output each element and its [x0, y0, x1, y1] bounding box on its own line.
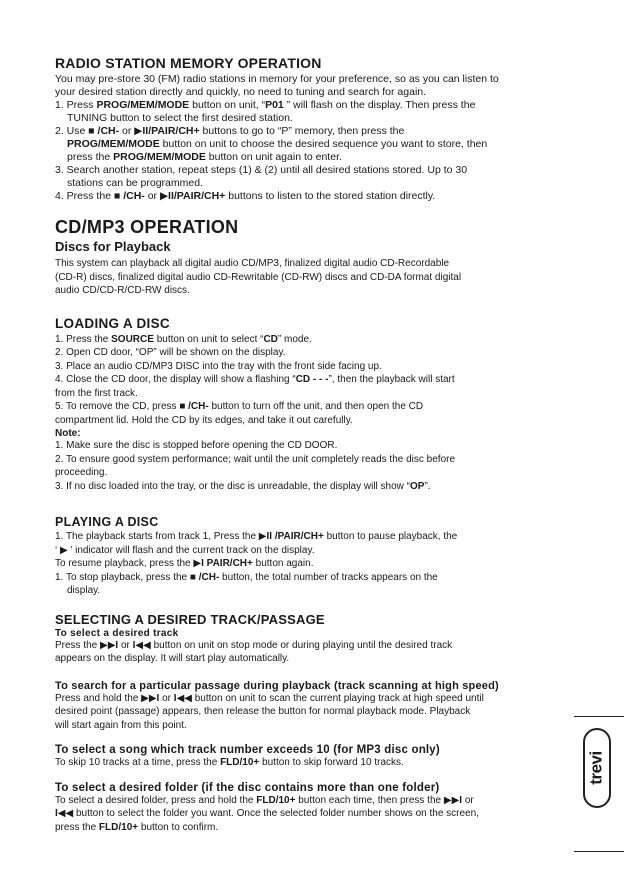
radio-step-2: 2. Use ■ /CH- or ▶II/PAIR/CH+ buttons to go to “P” memory, then press the	[55, 125, 405, 137]
note-label: Note:	[55, 428, 81, 439]
side-rule-bottom	[574, 851, 624, 852]
cdmp3-section: CD/MP3 OPERATION Discs for Playback This system can playback all digital audio CD/MP3, finalized digital audio CD-Recordable (CD-R) discs, finalized digital audio CD-Rewritable (CD-RW) discs and CD-DA format digital audio CD/CD-R/CD-RW discs.	[55, 217, 535, 298]
trevi-logo: trevi	[583, 728, 611, 808]
cdmp3-heading: CD/MP3 OPERATION	[55, 217, 239, 237]
selecting-section: SELECTING A DESIRED TRACK/PASSAGE To select a desired track Press the ▶▶I or I◀◀ button on unit on stop mode or during playing until the desired track appears on the display. It will start play automatically. To search for a particular passage during playback (track scanning at high speed) Press and hold the ▶▶I or I◀◀ button on unit to scan the current playing track at high speed until desired point (passage) appears, then release the button for normal playback mode. Playback will start again from this point. To select a song which track number exceeds 10 (for MP3 disc only) To skip 10 tracks at a time, press the FLD/10+ button to skip forward 10 tracks. To select a desired folder (if the disc contains more than one folder) To select a desired folder, press and hold the FLD/10+ button each time, then press the ▶▶I or I◀◀ button to select the folder you want. Once the selected folder number shows on the screen, press the FLD/10+ button to confirm.	[55, 612, 535, 835]
radio-step-3: 3. Search another station, repeat steps (1) & (2) until all desired stations stored. Up to 30	[55, 164, 468, 176]
side-rule-top	[574, 716, 624, 717]
loading-section: LOADING A DISC 1. Press the SOURCE button on unit to select “CD” mode. 2. Open CD door, “OP” will be shown on the display. 3. Place an audio CD/MP3 DISC into the tray with the front side facing up. 4. Close the CD door, the display will show a flashing “CD - - -”, then the playback will start from the first track. 5. To remove the CD, press ■ /CH- button to turn off the unit, and then open the CD compartment lid. Hold the CD by its edges, and take it out carefully. Note: 1. Make sure the disc is stopped before opening the CD DOOR. 2. To ensure good system performance; wait until the unit completely reads the disc before proceeding. 3. If no disc loaded into the tray, or the disc is unreadable, the display will show “OP”.	[55, 316, 535, 494]
discs-subheading: Discs for Playback	[55, 239, 171, 254]
radio-step-4: 4. Press the ■ /CH- or ▶II/PAIR/CH+ buttons to listen to the stored station directly.	[55, 190, 436, 202]
radio-section: RADIO STATION MEMORY OPERATION You may pre-store 30 (FM) radio stations in memory for your preference, so as you can listen to your desired station directly and quickly, no need to tuning and search for again. 1. Press PROG/MEM/MODE button on unit, “P01 ” will flash on the display. Then press the TUNING button to select the first desired station. 2. Use ■ /CH- or ▶II/PAIR/CH+ buttons to go to “P” memory, then press the PROG/MEM/MODE button on unit to choose the desired sequence you want to store, then press the PROG/MEM/MODE button on unit again to enter. 3. Search another station, repeat steps (1) & (2) until all desired stations stored. Up to 30 stations can be programmed. 4. Press the ■ /CH- or ▶II/PAIR/CH+ buttons to listen to the stored station directly.	[55, 55, 535, 203]
radio-step-1: 1. Press PROG/MEM/MODE button on unit, “P01 ” will flash on the display. Then press the	[55, 99, 476, 111]
playing-heading: PLAYING A DISC	[55, 515, 159, 529]
search-passage-subheading: To search for a particular passage during playback (track scanning at high speed)	[55, 679, 499, 692]
loading-heading: LOADING A DISC	[55, 315, 170, 331]
selecting-heading: SELECTING A DESIRED TRACK/PASSAGE	[55, 611, 325, 627]
skip-10-subheading: To select a song which track number exceeds 10 (for MP3 disc only)	[55, 744, 440, 756]
select-track-subheading: To select a desired track	[55, 627, 179, 639]
radio-heading: RADIO STATION MEMORY OPERATION	[55, 55, 322, 71]
radio-intro: You may pre-store 30 (FM) radio stations in memory for your preference, so as you can listen to	[55, 73, 499, 85]
playing-section: PLAYING A DISC 1. The playback starts from track 1, Press the ▶II /PAIR/CH+ button to pause playback, the ‘ ▶ ’ indicator will flash and the current track on the display. To resume playback, press the ▶I PAIR/CH+ button again. 1. To stop playback, press the ■ /CH- button, the total number of tracks appears on the display.	[55, 515, 535, 598]
manual-page	[55, 55, 535, 834]
select-folder-subheading: To select a desired folder (if the disc contains more than one folder)	[55, 781, 440, 794]
